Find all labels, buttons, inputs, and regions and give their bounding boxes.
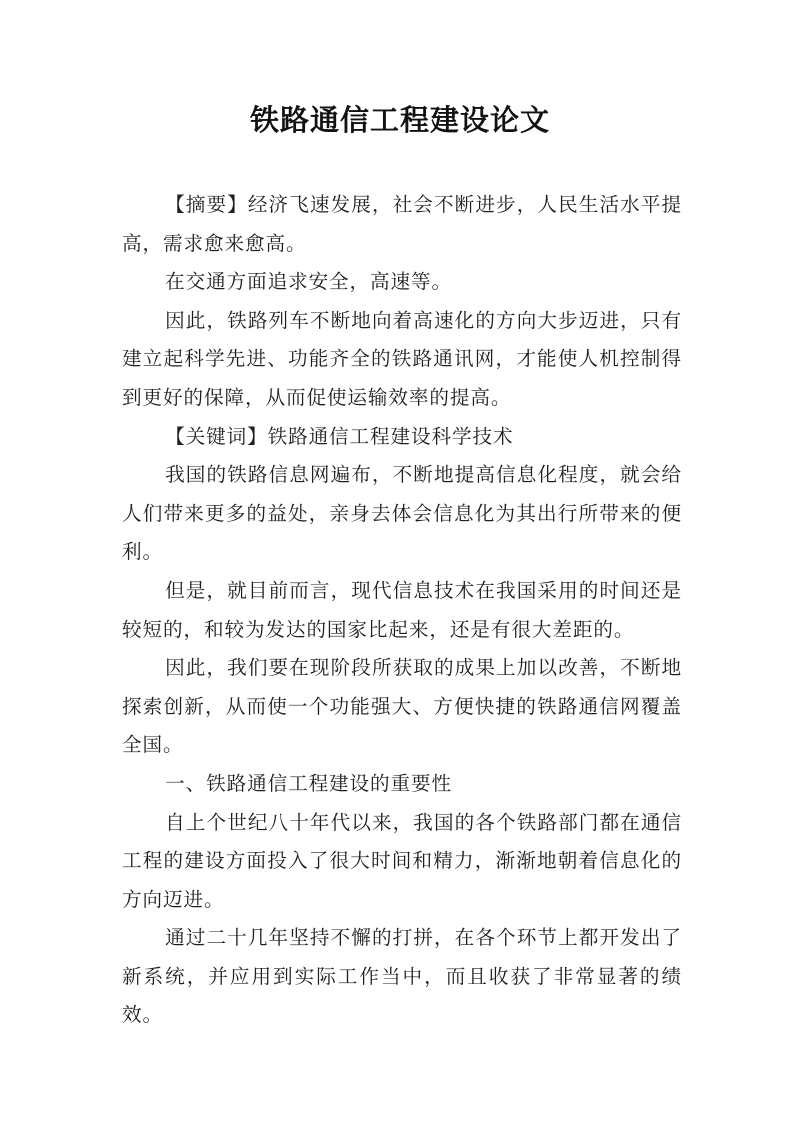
keywords-paragraph: 【关键词】铁路通信工程建设科学技术 (165, 424, 514, 448)
document-body (122, 186, 682, 1035)
body-paragraph: 但是，就目前而言，现代信息技术在我国采用的时间还是较短的，和较为发达的国家比起来，还是有很大差距的。 (122, 578, 682, 641)
body-paragraph: 自上个世纪八十年代以来，我国的各个铁路部门都在通信工程的建设方面投入了很大时间和精力，渐渐地朝着信息化的方向迈进。 (122, 810, 682, 911)
document-title: 铁路通信工程建设论文 (249, 103, 550, 137)
abstract-paragraph: 【摘要】经济飞速发展，社会不断进步，人民生活水平提高，需求愈来愈高。 (122, 193, 682, 255)
body-paragraph: 因此，铁路列车不断地向着高速化的方向大步迈进，只有建立起科学先进、功能齐全的铁路通讯网，才能使人机控制得到更好的保障，从而促使运输效率的提高。 (122, 308, 682, 409)
body-paragraph: 因此，我们要在现阶段所获取的成果上加以改善，不断地探索创新，从而使一个功能强大、方便快捷的铁路通信网覆盖全国。 (122, 656, 682, 757)
body-paragraph: 在交通方面追求安全，高速等。 (165, 270, 453, 294)
section-heading: 一、铁路通信工程建设的重要性 (165, 771, 453, 795)
body-paragraph: 通过二十几年坚持不懈的打拼，在各个环节上都开发出了新系统，并应用到实际工作当中，而且收获了非常显著的绩效。 (122, 926, 682, 1027)
body-paragraph: 我国的铁路信息网遍布，不断地提高信息化程度，就会给人们带来更多的益处，亲身去体会信息化为其出行所带来的便利。 (122, 463, 682, 564)
